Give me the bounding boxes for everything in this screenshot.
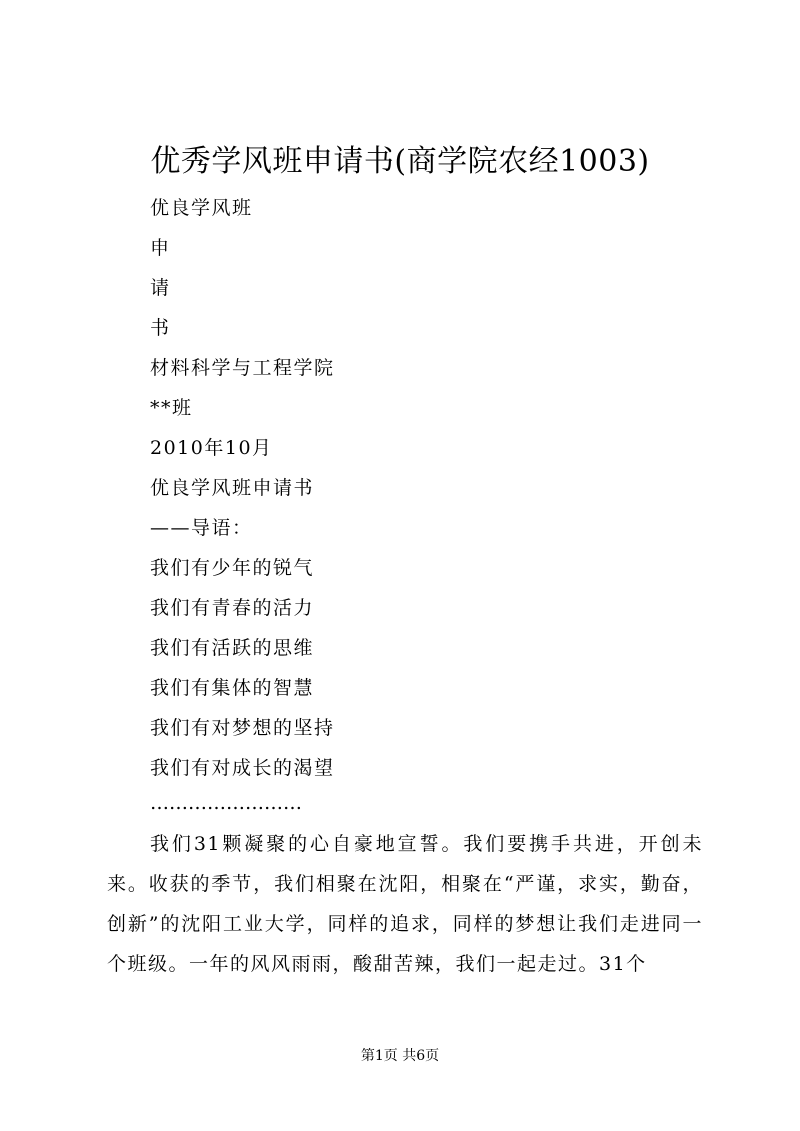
poem-line-1: 我们有少年的锐气 [150,557,315,579]
ellipsis-line: …………………… [150,792,302,814]
poem-line-5: 我们有对梦想的坚持 [150,717,335,739]
cover-line-class-title: 优良学风班 [150,197,253,219]
cover-line-class: **班 [150,397,193,419]
poem-line-2: 我们有青春的活力 [150,597,315,619]
body-paragraph: 我们31颗凝聚的心自豪地宣誓。我们要携手共进，开创未来。收获的季节，我们相聚在沈阳，相聚在“严谨，求实，勤奋，创新”的沈阳工业大学，同样的追求，同样的梦想让我们走进同一个班级。一年的风风雨雨，酸甜苦辣，我们一起走过。31个 [107,833,703,975]
page-footer: 第1页 共6页 [360,1048,440,1064]
cover-line-subtitle: 优良学风班申请书 [150,477,315,499]
cover-line-shu: 书 [150,317,171,339]
poem-line-4: 我们有集体的智慧 [150,677,315,699]
poem-line-6: 我们有对成长的渴望 [150,757,335,779]
document-title: 优秀学风班申请书(商学院农经1003) [150,144,650,179]
poem-line-3: 我们有活跃的思维 [150,637,315,659]
cover-line-date: 2010年10月 [150,437,273,459]
cover-line-intro: ——导语： [150,517,253,539]
cover-line-school: 材料科学与工程学院 [150,357,335,379]
cover-line-shen: 申 [150,237,171,259]
cover-line-qing: 请 [150,277,171,299]
